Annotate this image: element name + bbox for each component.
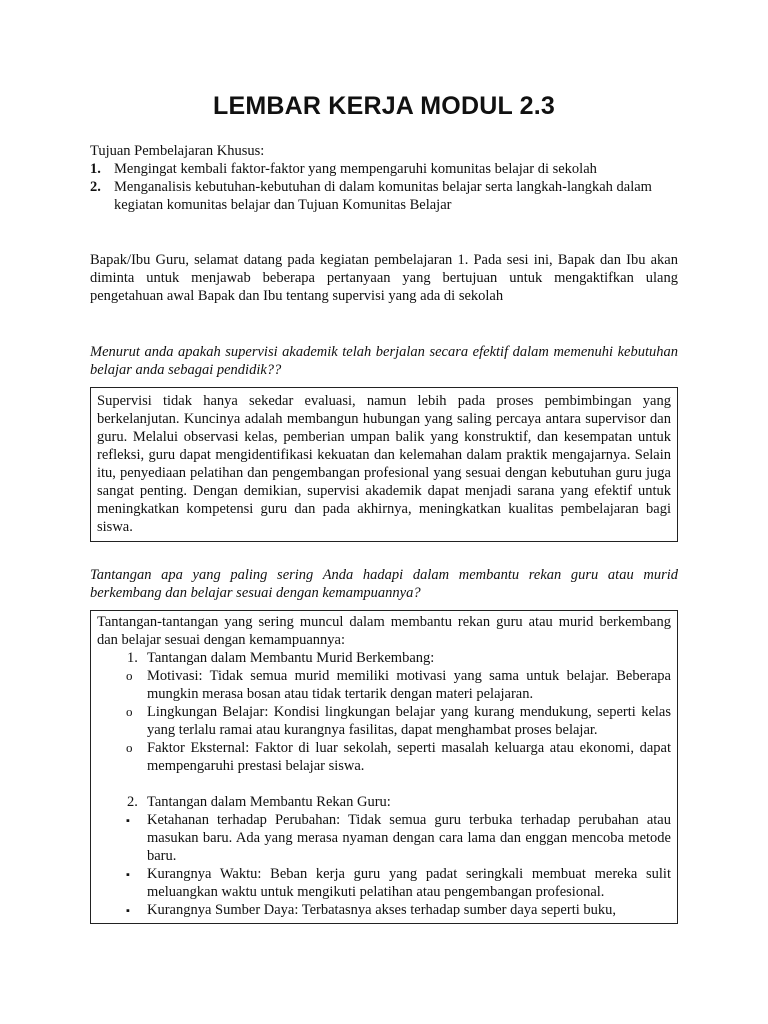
bullet-marker: ▪	[126, 869, 130, 881]
objective-item	[90, 178, 678, 214]
page-title: LEMBAR KERJA MODUL 2.3	[213, 92, 555, 120]
list-item	[97, 739, 671, 775]
answer-box-1	[90, 387, 678, 542]
answer-2-lead: Tantangan-tantangan yang sering muncul dalam membantu rekan guru atau murid berkembang dan belajar sesuai dengan kemampuannya:	[97, 614, 671, 648]
objective-item	[90, 160, 678, 178]
question-1: Menurut anda apakah supervisi akademik telah berjalan secara efektif dalam memenuhi kebutuhan belajar anda sebagai pendidik??	[90, 344, 678, 378]
objective-text: Mengingat kembali faktor-faktor yang mempengaruhi komunitas belajar di sekolah	[114, 161, 597, 177]
section-heading	[97, 649, 671, 667]
section-number: 2.	[127, 794, 138, 810]
list-item-text: Motivasi: Tidak semua murid memiliki motivasi yang sama untuk belajar. Beberapa mungkin merasa bosan atau tidak tertarik dengan materi pelajaran.	[147, 668, 671, 702]
intro-paragraph: Bapak/Ibu Guru, selamat datang pada kegiatan pembelajaran 1. Pada sesi ini, Bapak dan Ibu akan diminta untuk menjawab beberapa pertanyaan yang bertujuan untuk mengaktifkan ulang pengetahuan awal Bapak dan Ibu tentang supervisi yang ada di sekolah	[90, 252, 678, 304]
question-2: Tantangan apa yang paling sering Anda hadapi dalam membantu rekan guru atau murid berkembang dan belajar sesuai dengan kemampuannya?	[90, 567, 678, 601]
list-item	[97, 901, 671, 919]
list-item-text: Faktor Eksternal: Faktor di luar sekolah, seperti masalah keluarga atau ekonomi, dapat mempengaruhi prestasi belajar siswa.	[147, 740, 671, 774]
list-item	[97, 865, 671, 901]
bullet-marker: ▪	[126, 815, 130, 827]
objective-number: 2.	[90, 179, 101, 195]
bullet-marker: o	[126, 740, 133, 755]
list-item-text: Lingkungan Belajar: Kondisi lingkungan belajar yang kurang mendukung, seperti kelas yang terlalu ramai atau kurangnya fasilitas, dapat menghambat proses belajar.	[147, 704, 671, 738]
objectives-heading: Tujuan Pembelajaran Khusus:	[90, 143, 265, 159]
list-item-text: Kurangnya Sumber Daya: Terbatasnya akses terhadap sumber daya seperti buku,	[147, 902, 617, 918]
answer-1-text: Supervisi tidak hanya sekedar evaluasi, namun lebih pada proses pembimbingan yang berkelanjutan. Kuncinya adalah membangun hubungan yang saling percaya antara supervisor dan guru. Melalui observasi kelas, pemberian umpan balik yang konstruktif, dan kesempatan untuk refleksi, guru dapat mengidentifikasi kekuatan dan kelemahan dalam praktik mengajarnya. Selain itu, penyediaan pelatihan dan pengembangan profesional yang sesuai dengan kebutuhan guru juga sangat penting. Dengan demikian, supervisi akademik dapat menjadi sarana yang efektif untuk meningkatkan kompetensi guru dan pada akhirnya, meningkatkan kualitas pembelajaran bagi siswa.	[97, 393, 671, 535]
list-item-text: Ketahanan terhadap Perubahan: Tidak semua guru terbuka terhadap perubahan atau masukan baru. Ada yang merasa nyaman dengan cara lama dan enggan mencoba metode baru.	[147, 812, 671, 864]
list-item-text: Kurangnya Waktu: Beban kerja guru yang padat seringkali membuat mereka sulit meluangkan waktu untuk mengikuti pelatihan atau pengembangan profesional.	[147, 866, 671, 900]
list-item	[97, 811, 671, 865]
list-item	[97, 703, 671, 739]
objectives-list	[90, 160, 678, 214]
bullet-marker: ▪	[126, 905, 130, 917]
spacer	[97, 775, 671, 793]
document-content	[90, 142, 678, 924]
section-number: 1.	[127, 650, 138, 666]
section-title: Tantangan dalam Membantu Rekan Guru:	[147, 794, 391, 810]
objective-text: Menganalisis kebutuhan-kebutuhan di dalam komunitas belajar serta langkah-langkah dalam kegiatan komunitas belajar dan Tujuan Komunitas Belajar	[114, 179, 652, 213]
section-heading	[97, 793, 671, 811]
objective-number: 1.	[90, 161, 101, 177]
list-item	[97, 667, 671, 703]
bullet-marker: o	[126, 704, 133, 719]
answer-box-2	[90, 610, 678, 924]
section-title: Tantangan dalam Membantu Murid Berkembang:	[147, 650, 435, 666]
bullet-marker: o	[126, 668, 133, 683]
